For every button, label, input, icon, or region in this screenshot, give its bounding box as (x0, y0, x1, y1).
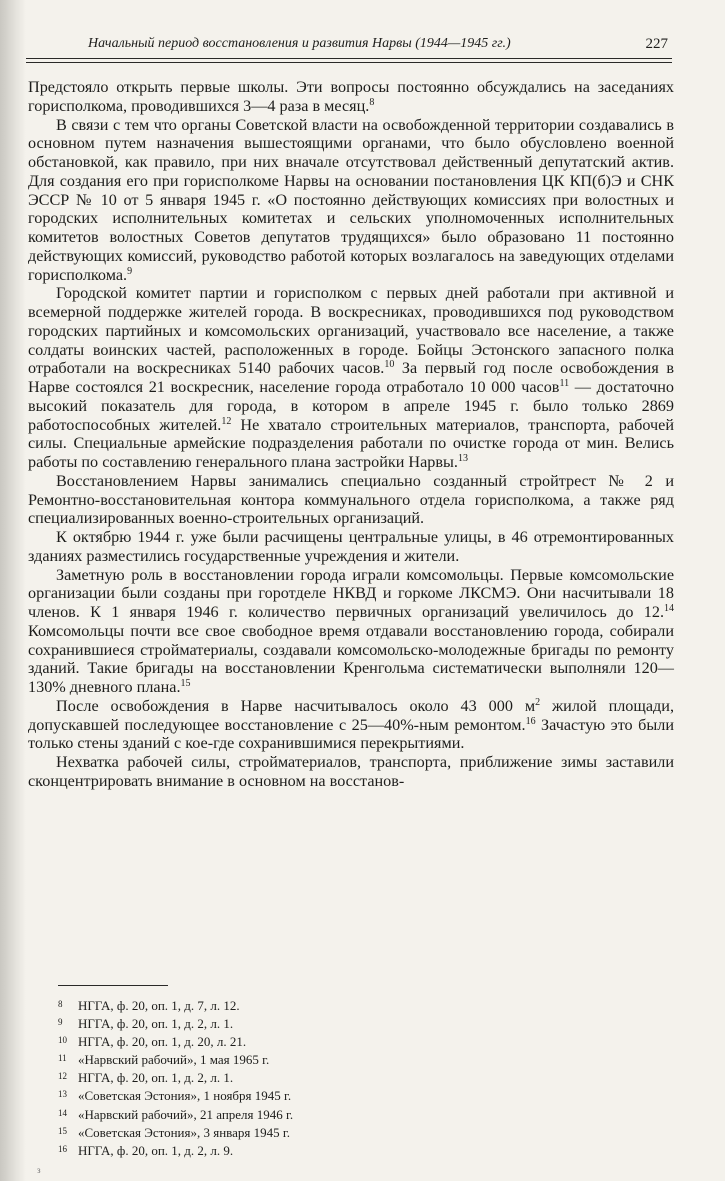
footnote-reference: 11 (559, 378, 570, 389)
page-edge-shadow (0, 0, 26, 1181)
footnote-number: 12 (58, 1071, 67, 1082)
paragraph-text: К октябрю 1944 г. уже были расчищены центральные улицы, в 46 отремонтированных зданиях разместились государственные учреждения и жители. (28, 528, 674, 565)
footnote-reference: 12 (221, 415, 232, 427)
paragraph-p2 (28, 116, 674, 285)
footnote-reference: 15 (180, 678, 191, 689)
footnote-item (58, 1141, 478, 1159)
paragraph-text: Не хватало строительных материалов, транспорта, рабочей силы. Специальные армейские подразделения работали по очистке города от мин. Велись работы по составлению генерального плана застройки Нарвы. (28, 415, 674, 471)
footnote-text: НГГА, ф. 20, оп. 1, д. 2, л. 9. (78, 1142, 234, 1158)
footnote-number: 8 (58, 999, 63, 1009)
footnote-number: 16 (58, 1143, 67, 1154)
paragraph-text: Комсомольцы почти все свое свободное время отдавали восстановлению города, собирали сохранившиеся стройматериалы, создавали комсомольско-молодежные бригады по ремонту зданий. Такие бригады на восстановлении Кренгольма систематически выполняли 120—130% дневного плана. (28, 621, 674, 696)
footnote-reference: 13 (457, 453, 468, 464)
footnote-text: НГГА, ф. 20, оп. 1, д. 20, л. 21. (78, 1034, 247, 1050)
footnote-item (58, 1068, 478, 1086)
header-rule-bottom (26, 62, 672, 63)
paragraph-p4 (28, 472, 674, 528)
paragraph-p6 (28, 566, 674, 697)
paragraph-p1 (28, 78, 674, 116)
footnote-text: НГГА, ф. 20, оп. 1, д. 7, л. 12. (78, 998, 240, 1013)
footnote-text: «Советская Эстония», 3 января 1945 г. (78, 1124, 291, 1140)
footnote-item (58, 1014, 478, 1032)
footnote-number: 11 (58, 1053, 67, 1064)
paragraph-text: Восстановлением Нарвы занимались специально созданный стройтрест № 2 и Ремонтно-восстановительная контора коммунального отдела горисполкома, а также ряд специализированных военно-строительных организаций. (28, 471, 674, 528)
paragraph-text: После освобождения в Нарве насчитывалось около 43 000 м (56, 696, 536, 715)
body-text (28, 78, 674, 791)
footnote-reference: 16 (525, 715, 536, 727)
footnote-item (58, 1105, 478, 1123)
paragraph-text: Нехватка рабочей силы, стройматериалов, транспорта, приближение зимы заставили сконцентрировать внимание в основном на восстанов- (28, 753, 674, 790)
footnote-item (58, 1050, 478, 1068)
footnote-item (58, 1086, 478, 1104)
paragraph-text: Зачастую это были только стены зданий с кое-где сохранившимися перекрытиями. (28, 715, 674, 753)
footnote-number: 10 (58, 1035, 67, 1046)
paragraph-p3 (28, 284, 674, 472)
footnote-item (58, 996, 478, 1014)
paragraph-text: Городской комитет партии и горисполком с первых дней работали при активной и всемерной поддержке жителей города. В воскресниках, проводившихся под руководством городских партийных и комсомольских организаций, участвовало все население, а также солдаты воинских частей, расположенных в городе. Бойцы Эстонского запасного полка отработали на воскресниках 5140 рабочих часов. (28, 284, 674, 378)
footnote-number: 14 (58, 1107, 67, 1118)
footnote-reference: 10 (384, 359, 395, 371)
paragraph-text: За первый год после освобождения в Нарве состоялся 21 воскресник, население города отработало 10 000 часов (28, 359, 674, 396)
footnote-number: 9 (58, 1017, 63, 1028)
footnotes (58, 996, 478, 1159)
page-number: 227 (645, 36, 668, 52)
footnote-number: 13 (58, 1089, 67, 1100)
footnote-text: «Нарвский рабочий», 21 апреля 1946 г. (78, 1106, 294, 1122)
footnote-text: «Нарвский рабочий», 1 мая 1965 г. (78, 1052, 270, 1068)
paragraph-text: Заметную роль в восстановлении города играли комсомольцы. Первые комсомольские организации были созданы при горотделе НКВД и горкоме ЛКСМЭ. Они насчитывали 18 членов. К 1 января 1946 г. количество первичных организаций увеличилось до 12. (28, 565, 674, 621)
footnote-reference: 14 (664, 603, 674, 614)
footnote-separator (58, 985, 168, 986)
running-header (30, 36, 670, 58)
paragraph-p8 (28, 753, 674, 791)
footnote-item (58, 1032, 478, 1050)
paragraph-p7 (28, 697, 674, 753)
paragraph-text: Предстояло открыть первые школы. Эти вопросы постоянно обсуждались на заседаниях горисполкома, проводившихся 3—4 раза в месяц. (28, 78, 674, 115)
footnote-item (58, 1123, 478, 1141)
running-title: Начальный период восстановления и развития Нарвы (1944—1945 гг.) (88, 36, 511, 51)
footnote-reference: 9 (127, 265, 133, 277)
footnote-text: «Советская Эстония», 1 ноября 1945 г. (78, 1088, 292, 1104)
paragraph-text: — достаточно высокий показатель для города, в котором в апреле 1945 г. было только 2869 работоспособных жителей. (28, 378, 675, 434)
footnote-reference: 2 (535, 696, 541, 708)
footnote-text: НГГА, ф. 20, оп. 1, д. 2, л. 1. (78, 1070, 234, 1086)
margin-mark: з (37, 1165, 41, 1175)
paragraph-text: жилой площади, допускавшей последующее восстановление с 25—40%-ным ремонтом. (28, 696, 674, 734)
footnote-text: НГГА, ф. 20, оп. 1, д. 2, л. 1. (78, 1016, 234, 1032)
paragraph-p5 (28, 528, 674, 566)
paragraph-text: В связи с тем что органы Советской власти на освобожденной территории создавались в основном путем назначения вышестоящими органами, что было обусловлено военной обстановкой, как правило, при них вначале отсутствовал действенный депутатский актив. Для создания его при горисполкоме Нарвы на основании постановления ЦК КП(б)Э и СНК ЭССР № 10 от 5 января 1945 г. «О постоянно действующих комиссиях при волостных и городских исполнительных комитетах и сельских уполномоченных исполнительных комитетов волостных Советов депутатов трудящихся» было образовано 11 постоянно действующих комиссий, руководство работой которых возлагалось на заведующих отделами горисполкома. (28, 115, 674, 284)
footnote-reference: 8 (369, 96, 375, 108)
footnote-number: 15 (58, 1125, 67, 1136)
header-rule-top (26, 58, 672, 59)
